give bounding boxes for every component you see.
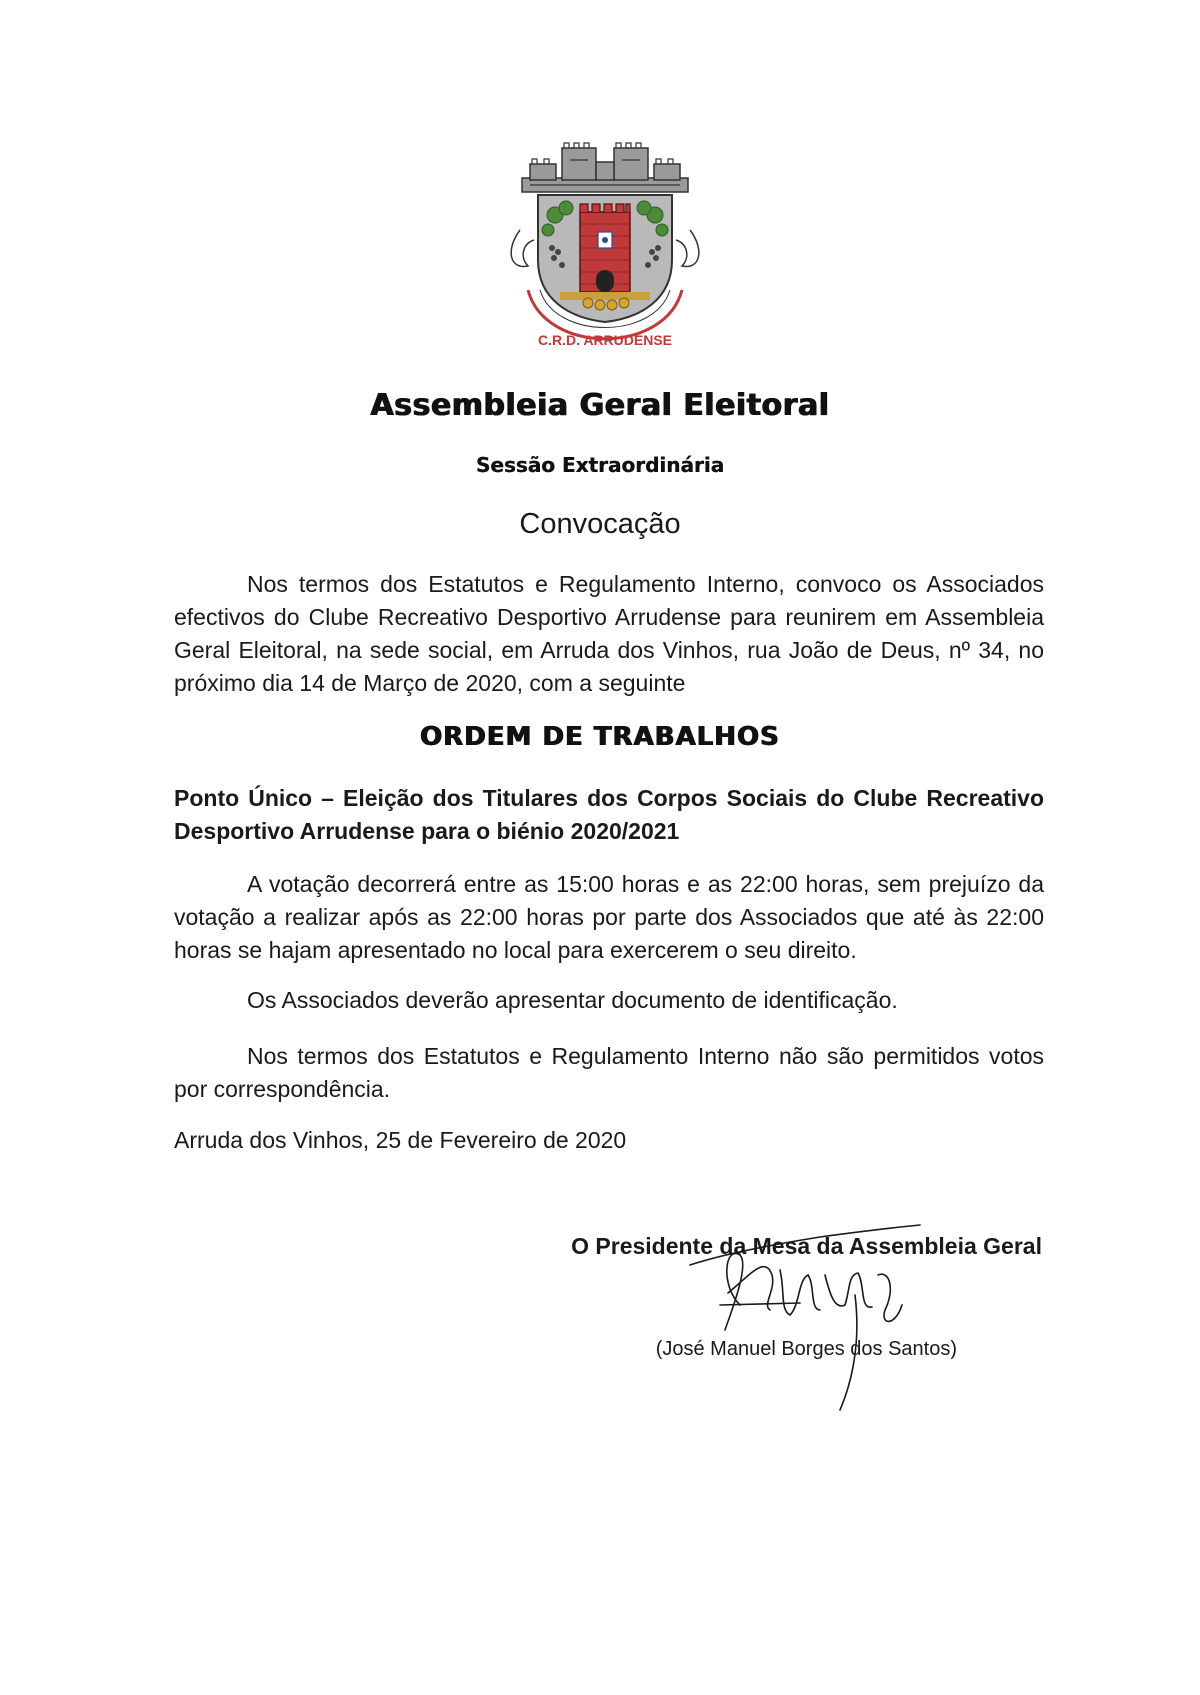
signer-name: (José Manuel Borges dos Santos)	[655, 1338, 957, 1360]
agenda-item: Ponto Único – Eleição dos Titulares dos Corpos Sociais do Clube Recreativo Desportivo Arrudense para o biénio 2020/2021	[174, 785, 1044, 844]
agenda-title: ORDEM DE TRABALHOS	[420, 722, 780, 752]
document-subtitle: Sessão Extraordinária	[475, 453, 725, 477]
intro-paragraph: Nos termos dos Estatutos e Regulamento Interno, convoco os Associados efectivos do Clube Recreativo Desportivo Arrudense para reunirem em Assembleia Geral Eleitoral, na sede social, em Arruda dos Vinhos, rua João de Deus, nº 34, no próximo dia 14 de Março de 2020, com a seguinte	[174, 571, 1044, 696]
voting-paragraph: A votação decorrerá entre as 15:00 horas e as 22:00 horas, sem prejuízo da votação a realizar após as 22:00 horas por parte dos Associados que até às 22:00 horas se hajam apresentado no local para exercerem o seu direito.	[174, 871, 1044, 963]
crest-text: C.R.D. ARRUDENSE	[537, 332, 673, 348]
signer-role: O Presidente da Mesa da Assembleia Geral	[571, 1233, 1042, 1259]
place-date: Arruda dos Vinhos, 25 de Fevereiro de 2020	[174, 1127, 627, 1153]
id-paragraph: Os Associados deverão apresentar documento de identificação.	[247, 987, 898, 1013]
handwritten-signature	[680, 1215, 950, 1415]
document-title: Assembleia Geral Eleitoral	[370, 388, 830, 423]
section-heading: Convocação	[519, 508, 681, 540]
correspondence-paragraph: Nos termos dos Estatutos e Regulamento Interno não são permitidos votos por correspondência.	[174, 1043, 1044, 1102]
club-crest-logo	[500, 140, 710, 370]
